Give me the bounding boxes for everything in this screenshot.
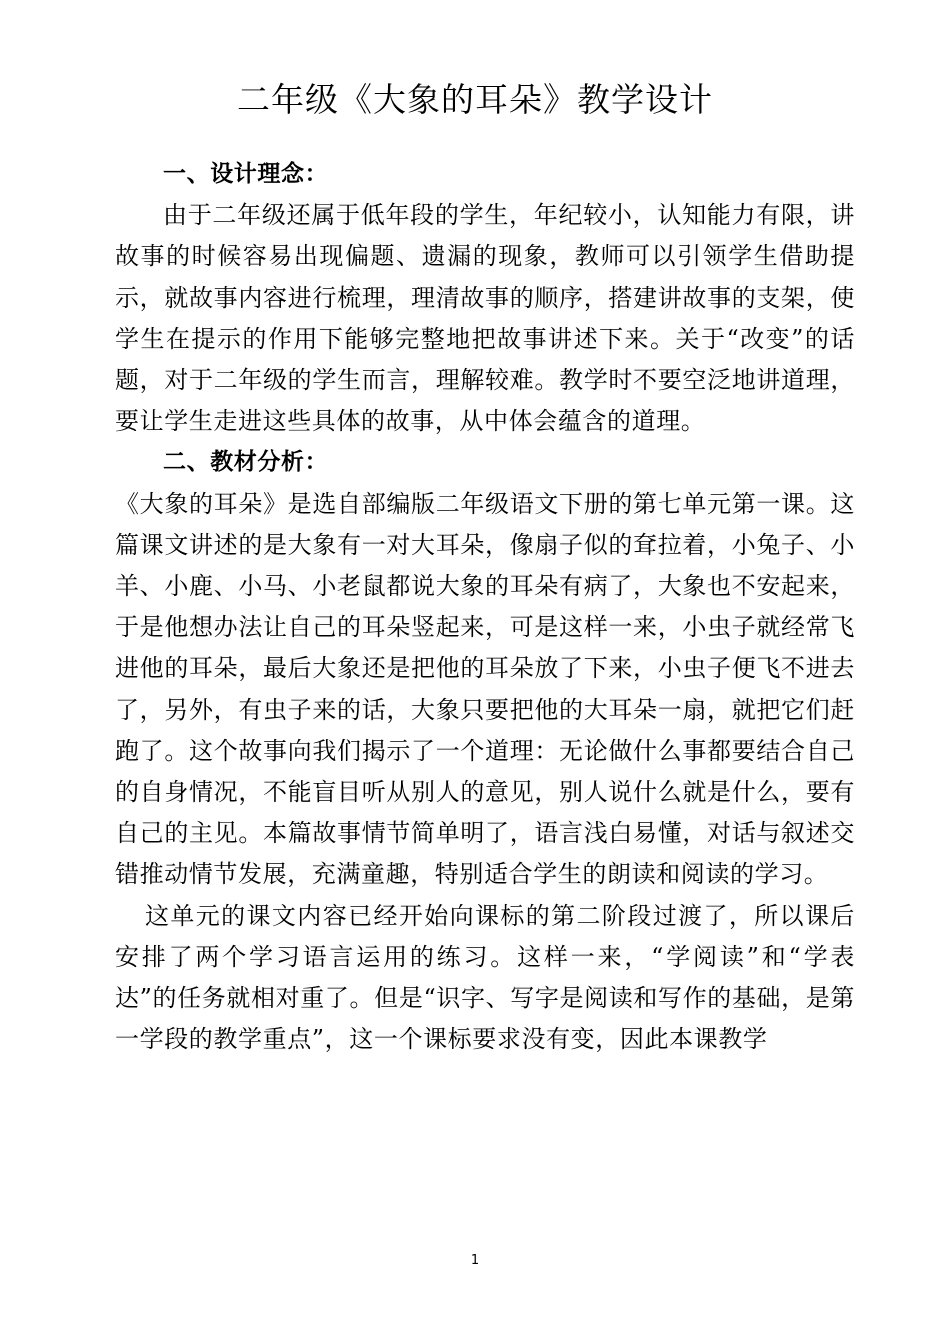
page-number: 1	[470, 1253, 480, 1268]
document-title: 二年级《大象的耳朵》教学设计	[237, 80, 713, 119]
document-body	[115, 154, 855, 1060]
paragraph-material-analysis-2: 这单元的课文内容已经开始向课标的第二阶段过渡了，所以课后安排了两个学习语言运用的练习。这样一来，“学阅读”和“学表达”的任务就相对重了。但是“识字、写字是阅读和写作的基础，是第一学段的教学重点”，这一个课标要求没有变，因此本课教学	[115, 901, 855, 1054]
section-heading-design-concept: 一、设计理念：	[163, 161, 329, 187]
section-heading-material-analysis: 二、教材分析：	[163, 449, 329, 476]
paragraph-design-concept: 由于二年级还属于低年段的学生，年纪较小，认知能力有限，讲故事的时候容易出现偏题、遗漏的现象，教师可以引领学生借助提示，就故事内容进行梳理，理清故事的顺序，搭建讲故事的支架，使学生在提示的作用下能够完整地把故事讲述下来。关于“改变”的话题，对于二年级的学生而言，理解较难。教学时不要空泛地讲道理，要让学生走进这些具体的故事，从中体会蕴含的道理。	[115, 201, 855, 436]
paragraph-material-analysis-1: 《大象的耳朵》是选自部编版二年级语文下册的第七单元第一课。这篇课文讲述的是大象有一对大耳朵，像扇子似的耷拉着，小兔子、小羊、小鹿、小马、小老鼠都说大象的耳朵有病了，大象也不安起来，于是他想办法让自己的耳朵竖起来，可是这样一来，小虫子就经常飞进他的耳朵，最后大象还是把他的耳朵放了下来，小虫子便飞不进去了，另外，有虫子来的话，大象只要把他的大耳朵一扇，就把它们赶跑了。这个故事向我们揭示了一个道理：无论做什么事都要结合自己的自身情况，不能盲目听从别人的意见，别人说什么就是什么，要有自己的主见。本篇故事情节简单明了，语言浅白易懂，对话与叙述交错推动情节发展，充满童趣，特别适合学生的朗读和阅读的学习。	[115, 489, 855, 889]
